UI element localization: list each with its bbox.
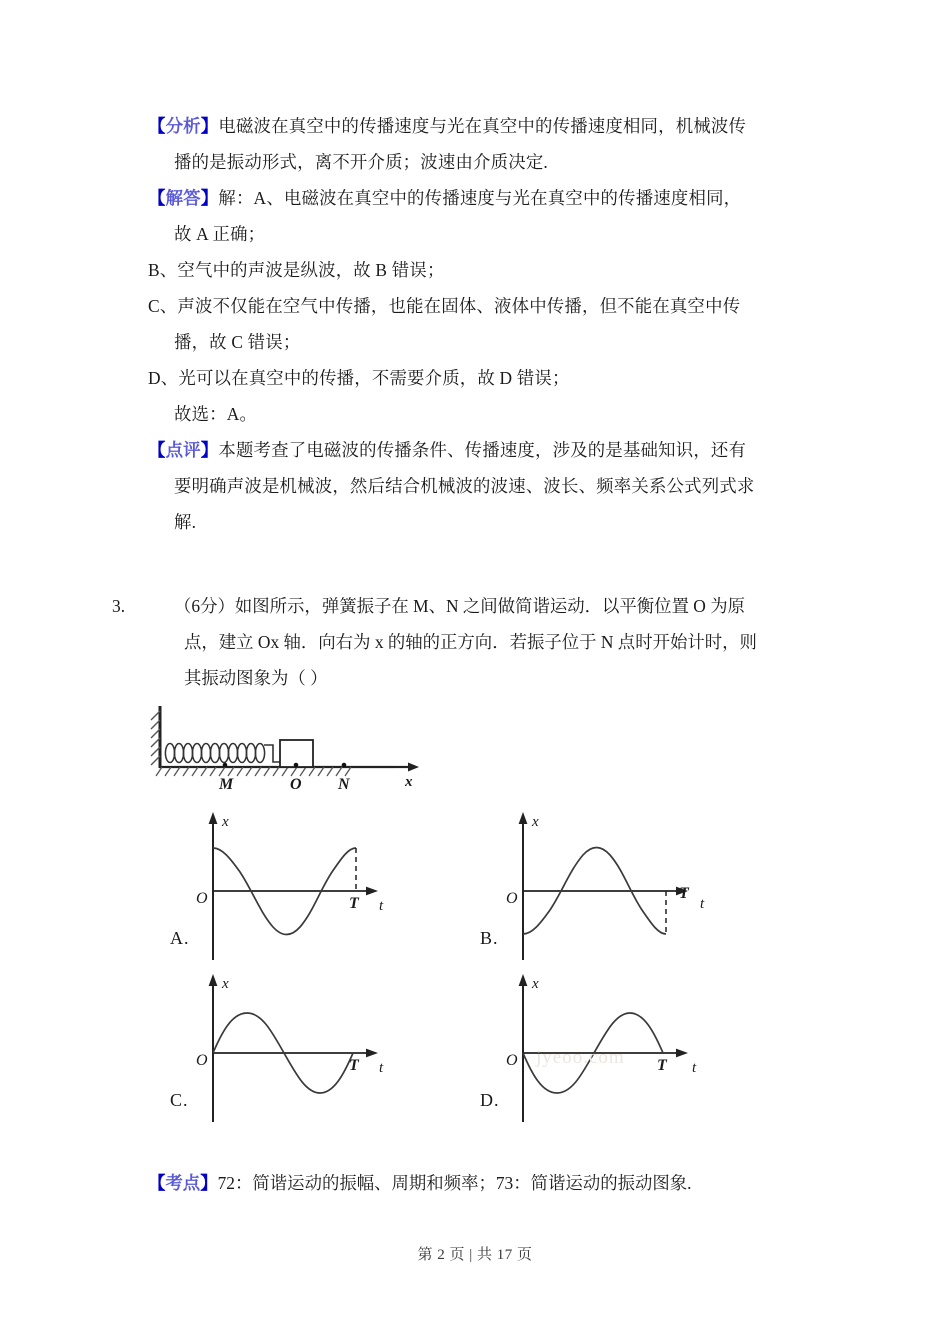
page-footer	[0, 1243, 950, 1264]
answer-line2-text: 故 A 正确；	[174, 224, 266, 244]
answer-paragraph-line6	[148, 360, 816, 396]
option-a-tick-label: T	[349, 895, 359, 912]
answer-paragraph-line3	[148, 252, 816, 288]
option-d-x-arrowhead	[676, 1049, 688, 1058]
option-b-key: B.	[480, 928, 499, 948]
option-c-key: C.	[170, 1090, 189, 1110]
analysis-tag-word: 分析	[165, 116, 201, 136]
option-a-graph-svg	[160, 808, 410, 968]
spring-figure-svg	[146, 702, 426, 802]
option-b-tick-label: T	[679, 885, 689, 902]
spring-label-o: O	[290, 776, 302, 793]
question-3-line3	[148, 660, 820, 696]
option-d-key: D.	[480, 1090, 500, 1110]
option-a-x-label: t	[379, 898, 384, 914]
page-number-text: 第 2 页 | 共 17 页	[417, 1247, 533, 1263]
comment-paragraph-line3	[148, 504, 816, 540]
option-b-origin-label: O	[506, 890, 518, 907]
option-d-origin-label: O	[506, 1052, 518, 1069]
watermark-text: jyeoo.com	[536, 1047, 625, 1068]
option-c-x-arrowhead	[366, 1049, 378, 1058]
answer-paragraph-line5	[148, 324, 816, 360]
spring-oscillator-figure	[146, 702, 426, 807]
option-d-tick-label: T	[657, 1057, 667, 1074]
spring-coils	[165, 744, 264, 763]
option-c-graph-svg	[160, 970, 410, 1130]
comment-tag	[148, 440, 218, 460]
option-d-x-label: t	[692, 1060, 697, 1076]
analysis-line1-text: 电磁波在真空中的传播速度与光在真空中的传播速度相同，机械波传	[218, 116, 747, 136]
option-b-x-label: t	[700, 896, 705, 912]
comment-paragraph-line2	[148, 468, 816, 504]
answer-paragraph-line2	[148, 216, 816, 252]
option-c-figure	[160, 970, 410, 1135]
bracket-open: 【	[148, 440, 166, 460]
bracket-open: 【	[148, 1173, 166, 1193]
option-d-figure	[470, 970, 720, 1135]
question-3-number: 3.	[112, 596, 126, 616]
option-c-y-label: x	[222, 976, 229, 992]
option-a-x-arrowhead	[366, 887, 378, 896]
answer-tag	[148, 188, 218, 208]
bracket-close: 】	[200, 116, 219, 136]
keypoint-tag	[148, 1173, 218, 1193]
option-a-origin-label: O	[196, 890, 208, 907]
comment-line1-text: 本题考查了电磁波的传播条件、传播速度，涉及的是基础知识，还有	[218, 440, 747, 460]
answer-tag-word: 解答	[165, 188, 201, 208]
answer-line6-text: D、光可以在真空中的传播，不需要介质，故 D 错误；	[148, 368, 570, 388]
option-a-y-arrowhead	[209, 812, 218, 824]
x-axis-arrowhead	[408, 763, 419, 772]
answer-line1-text: 解：A、电磁波在真空中的传播速度与光在真空中的传播速度相同，	[218, 188, 742, 208]
option-c-y-arrowhead	[209, 974, 218, 986]
analysis-tag	[148, 116, 218, 136]
question-3-line1	[112, 588, 820, 624]
ground-hatching	[156, 767, 351, 776]
answer-paragraph-line7	[148, 396, 816, 432]
answer-paragraph-line1	[148, 180, 816, 216]
keypoint-tag-word: 考点	[165, 1173, 201, 1193]
bracket-close: 】	[200, 188, 219, 208]
question-3-line3-text: 其振动图象为（ ）	[184, 668, 328, 688]
bracket-close: 】	[200, 1173, 218, 1193]
option-d-y-label: x	[532, 976, 539, 992]
comment-tag-word: 点评	[165, 440, 201, 460]
answer-paragraph-line4	[148, 288, 816, 324]
analysis-paragraph-line1	[148, 108, 816, 144]
analysis-paragraph-line2	[148, 144, 816, 180]
spring-label-x: x	[405, 774, 413, 790]
question-3-line2-text: 点，建立 Ox 轴．向右为 x 的轴的正方向．若振子位于 N 点时开始计时，则	[184, 632, 757, 652]
option-b-y-label: x	[532, 814, 539, 830]
option-a-key: A.	[170, 928, 190, 948]
option-b-y-arrowhead	[519, 812, 528, 824]
option-a-y-label: x	[222, 814, 229, 830]
keypoint-text: 72：简谐运动的振幅、周期和频率；73：简谐运动的振动图象.	[217, 1173, 692, 1193]
question-3-line2	[148, 624, 820, 660]
point-n-marker	[342, 763, 347, 768]
point-o-marker	[294, 763, 299, 768]
question-3-block	[112, 588, 820, 696]
comment-line3-text: 解.	[174, 512, 197, 532]
spring-label-n: N	[338, 776, 350, 793]
answer-line5-text: 播，故 C 错误；	[174, 332, 301, 352]
bracket-open: 【	[148, 116, 166, 136]
comment-paragraph-line1	[148, 432, 816, 468]
spring-label-m: M	[219, 776, 234, 793]
bracket-open: 【	[148, 188, 166, 208]
answer-line3-text: B、空气中的声波是纵波，故 B 错误；	[148, 260, 445, 280]
option-b-figure	[470, 808, 720, 973]
bracket-close: 】	[200, 440, 219, 460]
spring-connector	[264, 745, 280, 762]
keypoint-line	[148, 1168, 848, 1198]
option-c-x-label: t	[379, 1060, 384, 1076]
option-d-y-arrowhead	[519, 974, 528, 986]
question-3-line1-text: （6分）如图所示，弹簧振子在 M、N 之间做简谐运动．以平衡位置 O 为原	[174, 596, 745, 616]
solution-text-body	[148, 108, 816, 540]
analysis-line2-text: 播的是振动形式，离不开介质；波速由介质决定.	[174, 152, 548, 172]
answer-line7-text: 故选：A。	[174, 404, 258, 424]
answer-line4-text: C、声波不仅能在空气中传播，也能在固体、液体中传播，但不能在真空中传	[148, 296, 741, 316]
point-m-marker	[223, 763, 228, 768]
option-c-tick-label: T	[349, 1057, 359, 1074]
comment-line2-text: 要明确声波是机械波，然后结合机械波的波速、波长、频率关系公式列式求	[174, 476, 755, 496]
option-a-figure	[160, 808, 410, 973]
option-c-origin-label: O	[196, 1052, 208, 1069]
